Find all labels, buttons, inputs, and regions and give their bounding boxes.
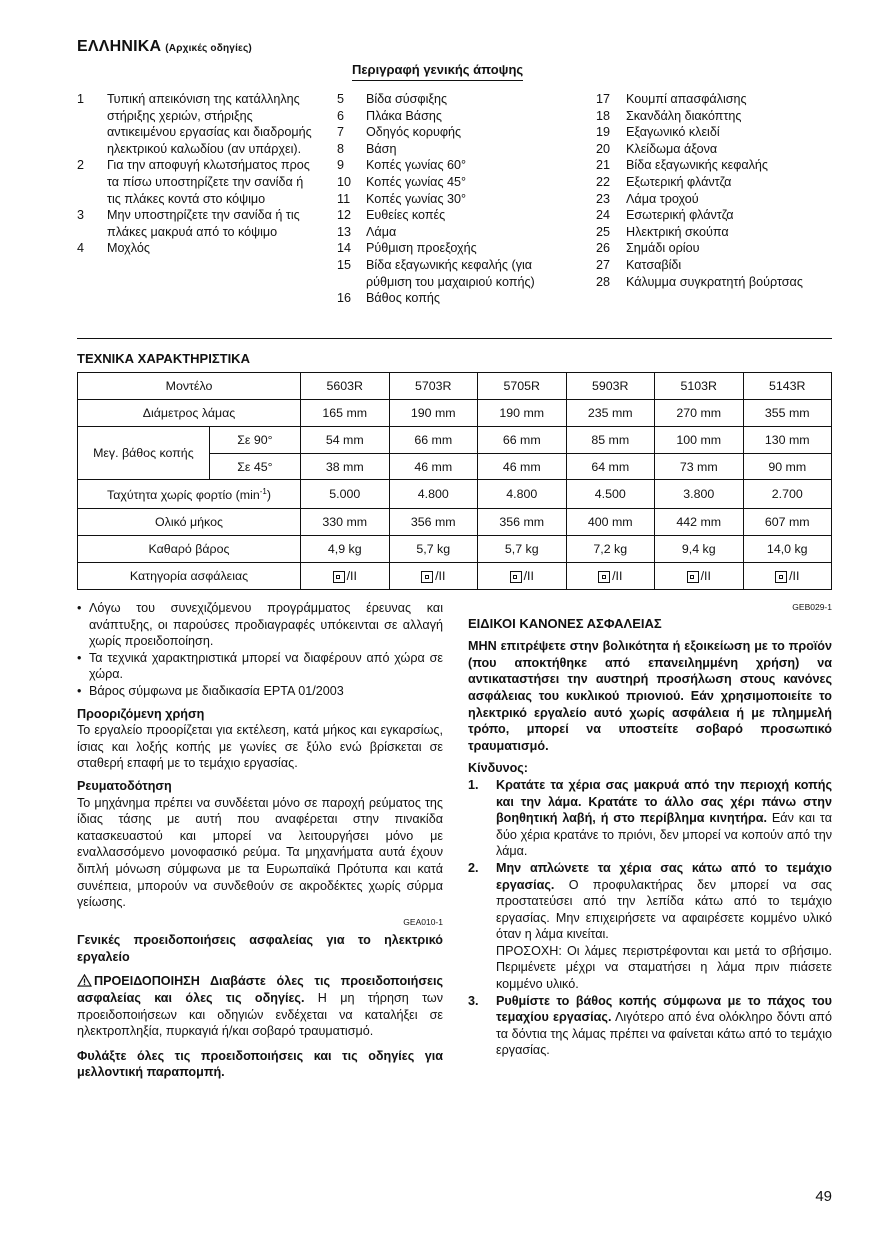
list-item: 17 Κουμπί απασφάλισης [596,92,747,106]
table-cell: /II [743,563,832,590]
table-cell: 4.800 [478,480,567,509]
list-item: 23 Λάμα τροχού [596,191,699,206]
table-row [78,509,832,536]
list-item: 8 Βάση [337,141,397,156]
table-cell: /II [478,563,567,590]
table-cell: 100 mm [655,426,744,453]
section-code: GEB029-1 [792,602,832,612]
general-view-title: Περιγραφή γενικής άποψης [352,62,523,81]
list-item: 18 Σκανδάλη διακόπτης [596,108,742,123]
list-item: 13 Λάμα [337,224,397,239]
table-cell: 330 mm [301,509,390,536]
list-item: 24 Εσωτερική φλάντζα [596,208,734,223]
table-cell: 9,4 kg [655,536,744,563]
table-cell: 3.800 [655,480,744,509]
table-cell: 400 mm [566,509,655,536]
table-cell: 442 mm [655,509,744,536]
list-item: 7 Οδηγός κορυφής [337,125,462,140]
table-cell: 4.800 [389,480,478,509]
table-cell: 85 mm [566,426,655,453]
table-cell: 5,7 kg [389,536,478,563]
spec-notes [77,600,443,700]
double-insulation-icon [775,571,787,583]
list-item: 27 Κατσαβίδι [596,257,682,272]
table-row [78,480,832,509]
table-row [78,536,832,563]
double-insulation-icon [510,571,522,583]
table-cell: 54 mm [301,426,390,453]
section-divider [77,338,832,339]
table-row [78,399,832,426]
diameter-label: Διάμετρος λάμας [78,399,301,426]
weight-label: Καθαρό βάρος [78,536,301,563]
warning-paragraph: ΠΡΟΕΙΔΟΠΟΙΗΣΗ Διαβάστε όλες τις προειδοποιήσεις ασφαλείας και όλες τις οδηγίες. Η μη τήρηση των προειδοποιήσεων και οδηγιών ενδέχεται να καταλήξει σε ηλεκτροπληξία, πυρκαγιά ή/και σοβαρό τραυματισμό. [77,974,443,1039]
table-cell: 38 mm [301,453,390,480]
list-item: 4 Μοχλός [77,241,150,256]
list-item: 25 Ηλεκτρική σκούπα [596,224,729,239]
list-item: 1. Κρατάτε τα χέρια σας μακρυά από την περιοχή κοπής και την λάμα. Κρατάτε το άλλο σας χέρι πάνω στην βοηθητική λαβή, ή στο περίβλημα κινητήρα. Εάν και τα δύο χέρια κρατάνε το πριόνι, δεν μπορεί να κοπούν από την λάμα. [468,777,832,859]
double-insulation-icon [687,571,699,583]
table-cell: 5703R [389,373,478,400]
list-item: 20 Κλείδωμα άξονα [596,141,718,156]
list-item: 9 Κοπές γωνίας 60° [337,158,467,173]
list-item: 28 Κάλυμμα συγκρατητή βούρτσας [596,274,803,289]
list-item: 12 Ευθείες κοπές [337,208,446,223]
table-cell: 235 mm [566,399,655,426]
table-cell: 190 mm [389,399,478,426]
intended-use-text: Το εργαλείο προορίζεται για εκτέλεση, κατά μήκος και εγκαρσίως, ίσιας και λοξής κοπής με γωνίες σε ξύλο ενώ βρίσκεται σε σταθερή επαφή με το τεμάχιο εργασίας. [77,723,443,771]
section-code: GEA010-1 [403,916,443,927]
list-item: • Λόγω του συνεχιζόμενου προγράμματος έρευνας και ανάπτυξης, οι παρούσες προδιαγραφές υπόκεινται σε αλλαγή χωρίς προειδοποίηση. [77,600,443,650]
table-cell: 46 mm [478,453,567,480]
table-cell: 5.000 [301,480,390,509]
table-cell: 356 mm [389,509,478,536]
table-cell: /II [566,563,655,590]
speed-label: Ταχύτητα χωρίς φορτίο $(\min^{-1})$ [78,480,301,509]
specifications-table [77,372,832,590]
table-cell: 73 mm [655,453,744,480]
list-item: • Τα τεχνικά χαρακτηριστικά μπορεί να διαφέρουν από χώρα σε χώρα. [77,650,443,683]
list-item: 6 Πλάκα Βάσης [337,108,442,123]
language-header [77,38,252,56]
list-item: 21 Βίδα εξαγωνικής κεφαλής [596,158,769,173]
table-cell: /II [655,563,744,590]
language-subtitle: (Αρχικές οδηγίες) [165,43,252,54]
table-cell: 4,9 kg [301,536,390,563]
table-row [78,563,832,590]
list-item: 5 Βίδα σύσφιξης [337,92,448,106]
table-cell: 130 mm [743,426,832,453]
double-insulation-icon [598,571,610,583]
table-cell: 66 mm [389,426,478,453]
table-row [78,373,832,400]
table-cell: 190 mm [478,399,567,426]
page-number: 49 [815,1188,832,1205]
table-cell: 5,7 kg [478,536,567,563]
list-item: 3. Ρυθμίστε το βάθος κοπής σύμφωνα με το πάχος του τεμαχίου εργασίας. Λιγότερο από ένα ολόκληρο δόντι από τα δόντια της λάμας πρέπει να φαίνεται κάτω από το τεμάχιο εργασίας. [468,993,833,1058]
table-cell: 4.500 [566,480,655,509]
table-cell: 46 mm [389,453,478,480]
warning-triangle-icon [77,974,92,987]
list-item: 26 Σημάδι ορίου [596,241,700,256]
list-item: 16 Βάθος κοπής [337,291,440,306]
left-column [77,600,443,1081]
list-item: 10 Κοπές γωνίας 45° [337,174,467,189]
special-safety-intro: ΜΗΝ επιτρέψετε στην βολικότητα ή εξοικείωση με το προϊόν (που αποκτήθηκε από επανειλημμένη χρήση) να αντικαταστήσει την αυστηρή προσήλωση στους κανόνες ασφάλειας του κυκλικού πριονιού. Εάν χρησιμοποιείτε το ηλεκτρικό εργαλείο αυτό χωρίς ασφάλεια ή με πλημμελή τρόπο, μπορεί να υποστείτε σοβαρό προσωπικό τραυματισμό. [468,639,832,753]
depth45-label: Σε 45° [209,453,300,480]
depth-label: Μεγ. βάθος κοπής [78,426,210,480]
table-row [78,426,832,453]
parts-list-col1 [77,91,319,257]
table-cell: 14,0 kg [743,536,832,563]
list-item: 19 Εξαγωνικό κλειδί [596,125,720,140]
intended-use-title: Προοριζόμενη χρήση [77,706,205,721]
specifications-title: ΤΕΧΝΙΚΑ ΧΑΡΑΚΤΗΡΙΣΤΙΚΑ [77,351,250,366]
keep-instructions-text: Φυλάξτε όλες τις προειδοποιήσεις και τις οδηγίες για μελλοντική παραπομπή. [77,1048,443,1080]
list-item: 2 Για την αποφυγή κλωτσήματος προς τα πίσω υποστηρίζετε την σανίδα ή τις πλάκες κοντά στο κόψιμο [77,158,310,206]
danger-list [468,777,832,1059]
table-cell: /II [301,563,390,590]
table-cell: 355 mm [743,399,832,426]
table-cell: 356 mm [478,509,567,536]
general-warnings-title: Γενικές προειδοποιήσεις ασφαλείας για το ηλεκτρικό εργαλείο [77,933,443,964]
list-item: 2. Μην απλώνετε τα χέρια σας κάτω από το τεμάχιο εργασίας. Ο προφυλακτήρας δεν μπορεί να σας προστατεύσει από την λεπίδα κάτω από το τεμάχιο εργασίας. Μην επιχειρήσετε να αφαιρέσετε κομμένο υλικό όταν η λάμα κινείται. ΠΡΟΣΟΧΗ: Οι λάμες περιστρέφονται και μετά το σβήσιμο. Περιμένετε μέχρι να σταματήσει η λάμα πριν πιάσετε κομμένο υλικό. [468,860,832,992]
length-label: Ολικό μήκος [78,509,301,536]
table-cell: 64 mm [566,453,655,480]
table-cell: 66 mm [478,426,567,453]
table-cell: 7,2 kg [566,536,655,563]
table-cell: 90 mm [743,453,832,480]
table-cell: 5603R [301,373,390,400]
depth90-label: Σε 90° [209,426,300,453]
language-title: ΕΛΛΗΝΙΚΑ [77,38,162,55]
table-cell: 2.700 [743,480,832,509]
table-cell: /II [389,563,478,590]
table-cell: 5143R [743,373,832,400]
table-cell: 5705R [478,373,567,400]
model-label: Μοντέλο [78,373,301,400]
parts-list-col3 [596,91,808,290]
power-supply-text: Το μηχάνημα πρέπει να συνδέεται μόνο σε παροχή ρεύματος της ίδιας τάσης με αυτή που αναφέρεται στην πινακίδα κατασκευαστού και μπορεί να λειτουργήσει μόνο με εναλλασσόμενο μονοφασικό ρεύμα. Τα μηχανήματα αυτά έχουν διπλή μόνωση σύμφωνα με τα Ευρωπαϊκά Πρότυπα και κατά συνέπεια, μπορούν να συνδεθούν σε ακροδέκτες χωρίς σύρμα γείωσης. [77,795,443,910]
table-cell: 5103R [655,373,744,400]
list-item: 1 Τυπική απεικόνιση της κατάλληλης στήριξης χεριών, στήριξης αντικειμένου εργασίας και διαδρομής ηλεκτρικού καλωδίου (αν υπάρχει). [77,92,312,156]
double-insulation-icon [421,571,433,583]
parts-list-col2 [337,91,567,307]
right-column [468,600,832,1059]
list-item: • Βάρος σύμφωνα με διαδικασία EPTA 01/2003 [77,683,443,700]
danger-label: Κίνδυνος: [468,761,529,776]
power-supply-title: Ρευματοδότηση [77,778,172,793]
table-cell: 5903R [566,373,655,400]
table-cell: 165 mm [301,399,390,426]
safety-class-label: Κατηγορία ασφάλειας [78,563,301,590]
table-cell: 270 mm [655,399,744,426]
list-item: 15 Βίδα εξαγωνικής κεφαλής (για ρύθμιση του μαχαιριού κοπής) [337,257,535,289]
list-item: 3 Μην υποστηρίζετε την σανίδα ή τις πλάκες μακρυά από το κόψιμο [77,208,300,239]
double-insulation-icon [333,571,345,583]
list-item: 22 Εξωτερική φλάντζα [596,174,732,189]
list-item: 14 Ρύθμιση προεξοχής [337,241,477,256]
table-cell: 607 mm [743,509,832,536]
list-item: 11 Κοπές γωνίας 30° [337,191,467,206]
special-safety-title: ΕΙΔΙΚΟΙ ΚΑΝΟΝΕΣ ΑΣΦΑΛΕΙΑΣ [468,615,662,631]
